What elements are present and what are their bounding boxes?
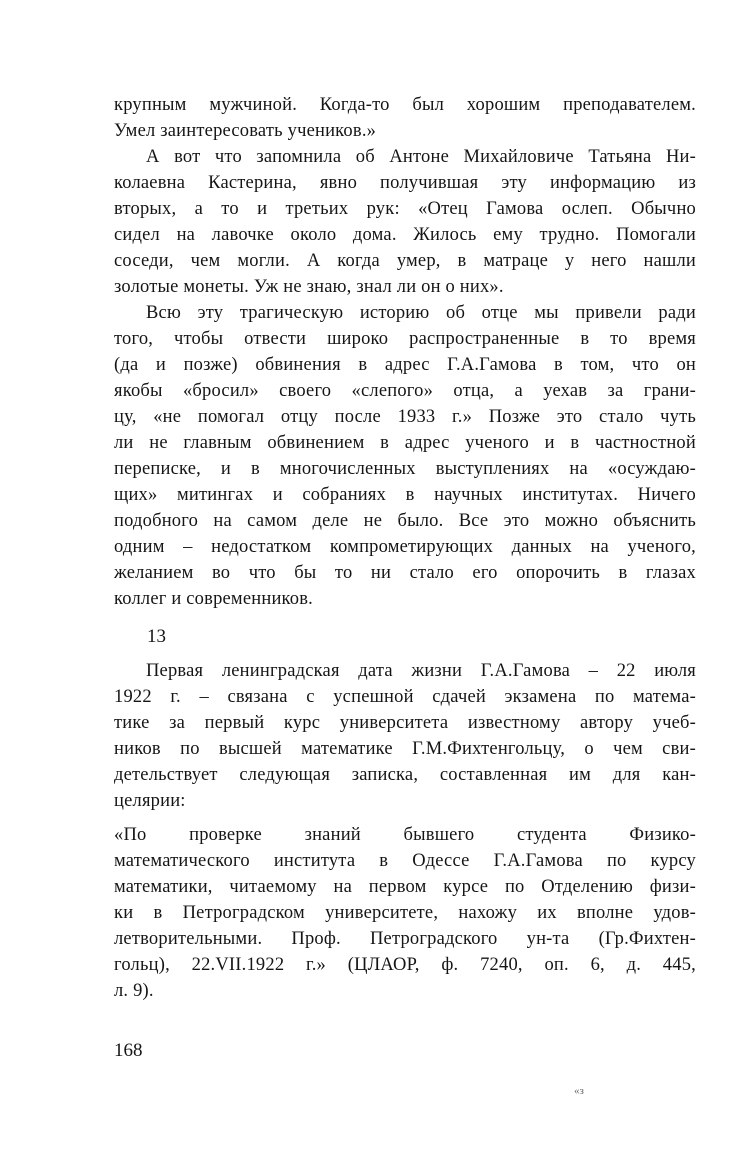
text-line: одним – недостатком компрометирующих данных на ученого, xyxy=(114,537,696,557)
text-line: сидел на лавочке около дома. Жилось ему трудно. Помогали xyxy=(114,225,696,245)
text-line: того, чтобы отвести широко распространенные в то время xyxy=(114,329,696,349)
text-line: Первая ленинградская дата жизни Г.А.Гамова – 22 июля xyxy=(146,661,696,681)
quote-line: математики, читаемому на первом курсе по Отделению физи- xyxy=(114,877,696,897)
text-line: детельствует следующая записка, составленная им для кан- xyxy=(114,765,696,785)
quote-line: «По проверке знаний бывшего студента Физико- xyxy=(114,825,696,845)
quote-line: летворительными. Проф. Петроградского ун-та (Гр.Фихтен- xyxy=(114,929,696,949)
page-number: 168 xyxy=(114,1040,143,1061)
text-line: золотые монеты. Уж не знаю, знал ли он о них». xyxy=(114,277,504,297)
text-line: коллег и современников. xyxy=(114,589,314,609)
corner-mark: «з xyxy=(574,1085,584,1097)
section-number: 13 xyxy=(147,626,166,647)
text-line: целярии: xyxy=(114,791,186,811)
text-line: вторых, а то и третьих рук: «Отец Гамова ослеп. Обычно xyxy=(114,199,696,219)
text-line: ли не главным обвинением в адрес ученого и в частностной xyxy=(114,433,696,453)
text-line: цу, «не помогал отцу после 1933 г.» Позже это стало чуть xyxy=(114,407,696,427)
quote-line: математического института в Одессе Г.А.Гамова по курсу xyxy=(114,851,696,871)
text-line: щих» митингах и собраниях в научных институтах. Ничего xyxy=(114,485,696,505)
text-line: колаевна Кастерина, явно получившая эту информацию из xyxy=(114,173,696,193)
text-line: крупным мужчиной. Когда-то был хорошим преподавателем. xyxy=(114,95,696,115)
text-line: (да и позже) обвинения в адрес Г.А.Гамова в том, что он xyxy=(114,355,696,375)
quote-line: ки в Петроградском университете, нахожу их вполне удов- xyxy=(114,903,696,923)
text-line: ников по высшей математике Г.М.Фихтенгольцу, о чем сви- xyxy=(114,739,696,759)
text-line: переписке, и в многочисленных выступлениях на «осуждаю- xyxy=(114,459,696,479)
text-line: соседи, чем могли. А когда умер, в матраце у него нашли xyxy=(114,251,696,271)
quote-line: л. 9). xyxy=(114,981,154,1001)
text-line: 1922 г. – связана с успешной сдачей экзамена по матема- xyxy=(114,687,696,707)
text-line: подобного на самом деле не было. Все это можно объяснить xyxy=(114,511,696,531)
text-line: Умел заинтересовать учеников.» xyxy=(114,121,377,141)
text-line: А вот что запомнила об Антоне Михайловиче Татьяна Ни- xyxy=(146,147,696,167)
text-line: тике за первый курс университета известному автору учеб- xyxy=(114,713,696,733)
text-line: Всю эту трагическую историю об отце мы привели ради xyxy=(146,303,696,323)
quote-line: гольц), 22.VII.1922 г.» (ЦЛАОР, ф. 7240, оп. 6, д. 445, xyxy=(114,955,696,975)
text-line: желанием во что бы то ни стало его опорочить в глазах xyxy=(114,563,696,583)
text-line: якобы «бросил» своего «слепого» отца, а уехав за грани- xyxy=(114,381,696,401)
